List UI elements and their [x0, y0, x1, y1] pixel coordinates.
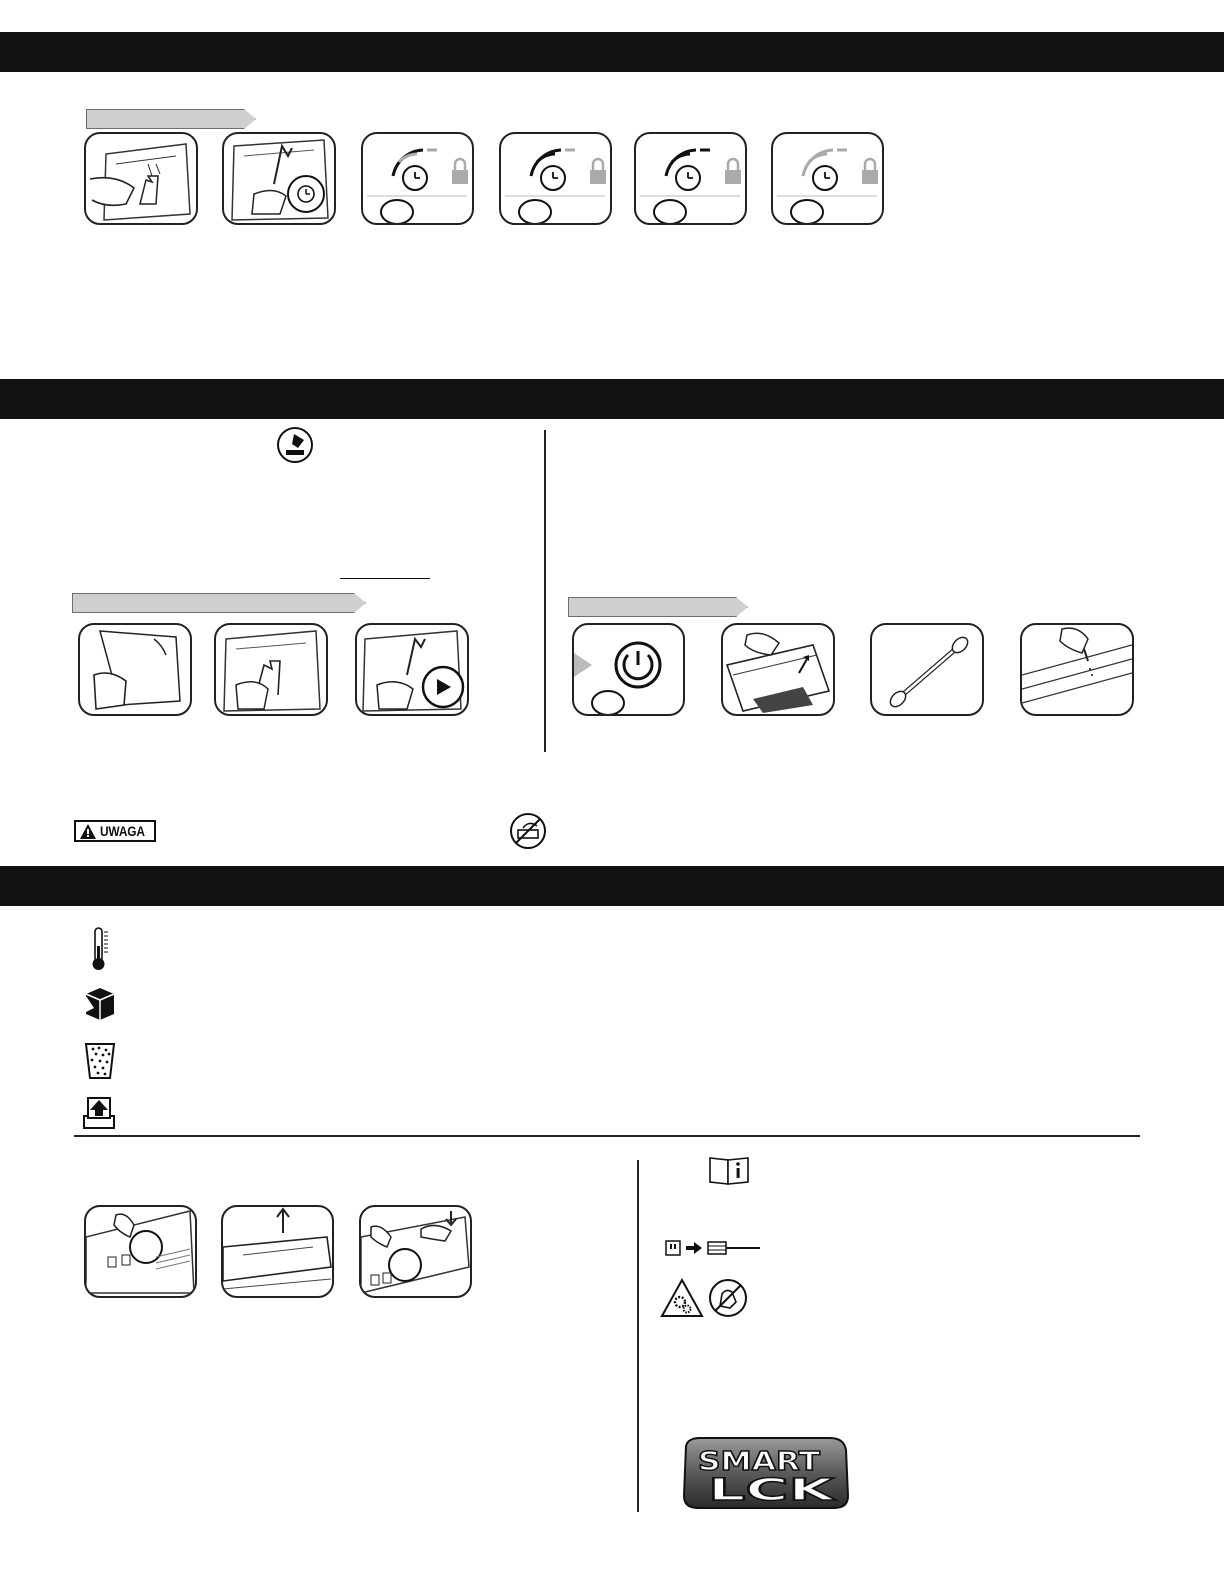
timer-indicator-step-3: [634, 132, 747, 225]
paper-jam-icon: [82, 1094, 116, 1130]
logo-text-lock: LCK: [708, 1473, 838, 1508]
illustration-press-forward: [355, 623, 469, 716]
timer-indicator-step-1: [361, 132, 474, 225]
illustration-oil-paper: [78, 623, 192, 716]
full-bin-icon: [84, 1040, 116, 1080]
illustration-insert-paper: [84, 132, 198, 225]
warning-badge: [74, 820, 156, 842]
unplug-icon: [664, 1238, 760, 1258]
section-header-bar-3: [0, 866, 1224, 906]
logo-text-smart: SMART: [698, 1447, 821, 1477]
no-hand-icon: [708, 1278, 748, 1318]
thermometer-icon: [88, 926, 110, 972]
text-underline: [340, 578, 430, 579]
illustration-press-timer-button: [222, 132, 336, 225]
timer-indicator-step-2: [499, 132, 612, 225]
section-divider: [74, 1135, 1140, 1137]
smartlock-logo: [680, 1436, 850, 1510]
oil-sheet-icon: [276, 426, 314, 464]
illustration-unlock-panel: [84, 1205, 197, 1298]
no-hand-in-slot-icon: [509, 812, 547, 850]
warning-triangle-icon: [80, 824, 96, 839]
timer-indicator-reset: [771, 132, 884, 225]
section-header-bar-1: [0, 32, 1224, 72]
illustration-press-cover: [359, 1205, 472, 1298]
column-divider-1: [544, 430, 546, 752]
step-arrow-label-1: [86, 109, 256, 129]
manual-info-icon: [708, 1156, 750, 1186]
illustration-clean-sensor: [721, 623, 835, 716]
box-cube-icon: [82, 986, 116, 1022]
warning-label: UWAGA: [100, 823, 145, 839]
gears-warning-icon: [660, 1278, 704, 1318]
section-header-bar-2: [0, 379, 1224, 419]
illustration-cotton-swab: [870, 623, 984, 716]
illustration-feed-oiled-paper: [214, 623, 328, 716]
column-divider-2: [637, 1160, 639, 1512]
illustration-power-button: [572, 623, 685, 716]
illustration-clean-slot: [1020, 623, 1134, 716]
step-arrow-label-3: [568, 597, 748, 617]
step-arrow-label-2: [72, 593, 366, 613]
illustration-lift-cover: [221, 1205, 334, 1298]
